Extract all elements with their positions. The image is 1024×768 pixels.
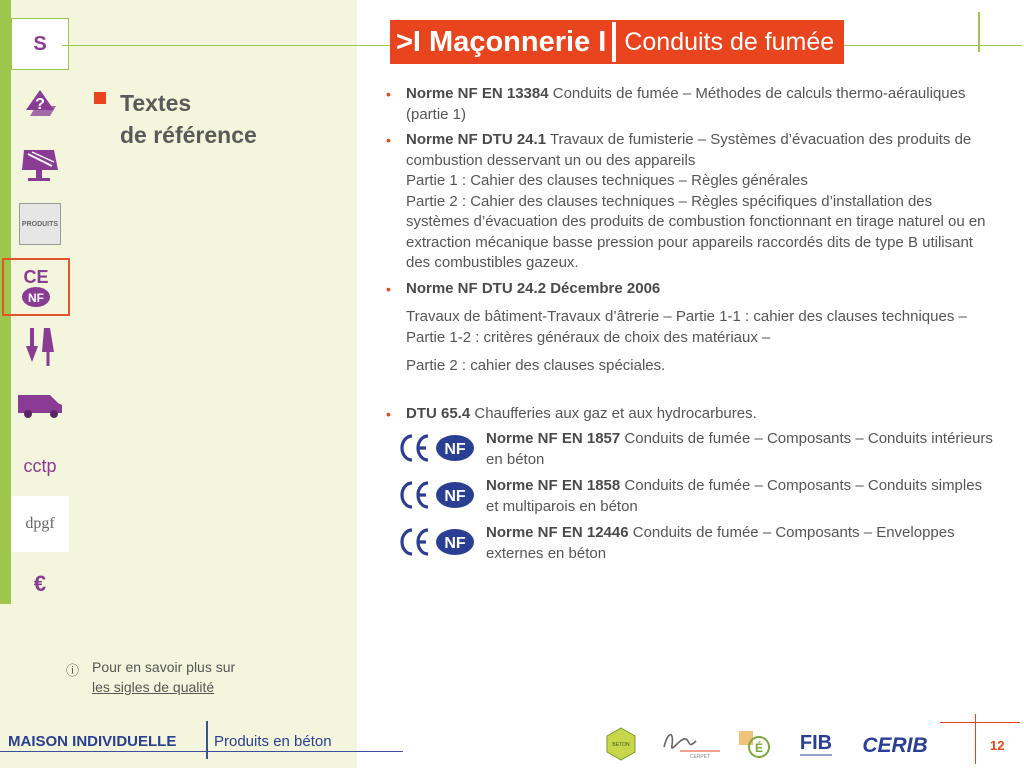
fib-icon (796, 727, 836, 761)
page-subtitle: Conduits de fumée (624, 27, 835, 56)
title-vbar (978, 12, 980, 52)
dpgf-icon: dpgf (25, 515, 55, 532)
svg-text:NF: NF (444, 441, 466, 458)
nav-question[interactable] (11, 76, 69, 132)
nav-dpgf[interactable] (11, 496, 69, 552)
s-letter-icon: S (33, 32, 47, 55)
svg-text:?: ? (35, 96, 45, 113)
section-title (120, 87, 257, 151)
ce-nf-icon (398, 524, 478, 560)
question-icon (20, 84, 60, 124)
nav-van[interactable] (11, 376, 69, 432)
svg-text:FIB: FIB (799, 732, 833, 754)
section-title-line2: de référence (120, 122, 257, 148)
nav-ce-nf[interactable] (2, 258, 70, 316)
footer-brand: MAISON INDIVIDUELLE (8, 733, 177, 750)
nav-s[interactable] (11, 18, 69, 70)
ce-nf-row: NF Norme NF EN 1858 Conduits de fumée – Composants – Conduits simples et multiparois en béton (384, 476, 996, 517)
hexagon-logo-icon (605, 727, 637, 761)
footer-rule (0, 751, 403, 752)
eco-label-icon (737, 727, 771, 761)
bullet-icon: • (386, 280, 391, 297)
euro-icon: € (33, 571, 47, 596)
page-title: >I Maçonnerie I (396, 25, 607, 58)
title-banner (390, 20, 844, 64)
list-item-part: Partie 2 : Cahier des clauses techniques – Règles spécifiques d’installation des systèmes d’évacuation des produits de combustion fonctionnant en tirage naturel ou en extraction mécanique basse pression pour appareils raccordés dits de type B utilisant des combustibles gazeux. (406, 192, 986, 271)
nav-euro[interactable] (11, 556, 69, 612)
svg-text:NF: NF (444, 488, 466, 505)
quality-labels-link[interactable]: les sigles de qualité (92, 679, 215, 695)
footer-separator (206, 721, 208, 759)
list-item-part: Partie 2 : cahier des clauses spéciales. (406, 357, 666, 374)
info-icon: ⓘ (66, 663, 80, 678)
svg-text:CE: CE (23, 267, 49, 287)
van-icon (16, 389, 64, 419)
footer-product: Produits en béton (214, 733, 332, 750)
list-item: • Norme NF EN 13384 Conduits de fumée – Méthodes de calculs thermo-aérauliques (partie 1) (386, 85, 966, 123)
tools-icon (18, 322, 62, 370)
info-text: Pour en savoir plus sur (92, 659, 236, 675)
list-item-part: Travaux de bâtiment-Travaux d’âtrerie – Partie 1-1 : cahier des clauses techniques – Partie 1-2 : critères généraux de choix des matériaux – (406, 308, 967, 346)
cerpet-logo (660, 724, 722, 764)
svg-text:NF: NF (444, 535, 466, 552)
ce-nf-row: NF Norme NF EN 12446 Conduits de fumée – Composants – Enveloppes externes en béton (384, 523, 996, 564)
nav-cctp[interactable] (11, 438, 69, 494)
svg-text:CERPET: CERPET (689, 754, 711, 760)
section-bullet (94, 92, 106, 104)
reference-list (384, 84, 996, 570)
cerib-icon (860, 729, 930, 759)
nav-tools[interactable] (11, 318, 69, 374)
bullet-icon: • (386, 132, 391, 148)
bullet-icon: • (386, 86, 391, 102)
nav-produits[interactable] (11, 196, 69, 252)
page-number-rule (940, 722, 1020, 723)
list-item: • Norme NF DTU 24.1 Travaux de fumisterie – Systèmes d’évacuation des produits de combustion desservant un ou des appareils Partie 1 : Cahier des clauses techniques – Règles générales Partie 2 : Cahier des clauses techniques – Règles spécifiques d’installation des systèmes d’évacuation des produits de combustion fonctionnant en tirage naturel ou en extraction mécanique basse pression pour appareils raccordés dits de type B utilisant des combustibles gazeux. (384, 130, 996, 274)
produits-icon: PRODUITS (19, 203, 61, 245)
cerpet-signature-icon (660, 727, 722, 761)
section-title-line1: Textes (120, 90, 192, 116)
list-item-part: Partie 1 : Cahier des clauses techniques – Règles générales (406, 172, 808, 189)
nav-solar[interactable] (11, 136, 69, 192)
ce-nf-icon (12, 263, 60, 311)
label-logo (736, 724, 772, 764)
page-number: 12 (990, 738, 1005, 753)
cctp-icon: cctp (23, 455, 57, 476)
info-block (92, 657, 235, 697)
svg-text:NF: NF (28, 291, 44, 305)
cerib-logo (860, 724, 930, 764)
page-number-vbar (975, 714, 976, 764)
list-item: • DTU 65.4 Chaufferies aux gaz et aux hydrocarbures. (384, 404, 996, 425)
ce-nf-icon (398, 430, 478, 466)
solar-panel-icon (18, 142, 62, 186)
ce-nf-icon (398, 477, 478, 513)
svg-text:É: É (754, 741, 764, 755)
svg-text:CERIB: CERIB (862, 734, 928, 757)
bullet-icon: • (386, 405, 391, 422)
svg-text:BETON: BETON (612, 742, 630, 748)
ecole-francaise-beton-logo (604, 724, 638, 764)
ce-nf-row: NF Norme NF EN 1857 Conduits de fumée – Composants – Conduits intérieurs en béton (384, 429, 996, 470)
list-item: • Norme NF DTU 24.2 Décembre 2006 Travaux de bâtiment-Travaux d’âtrerie – Partie 1-1 : cahier des clauses techniques – Partie 1-2 : critères généraux de choix des matériaux – Partie 2 : cahier des clauses spéciales. (384, 279, 996, 377)
fib-logo (796, 724, 836, 764)
